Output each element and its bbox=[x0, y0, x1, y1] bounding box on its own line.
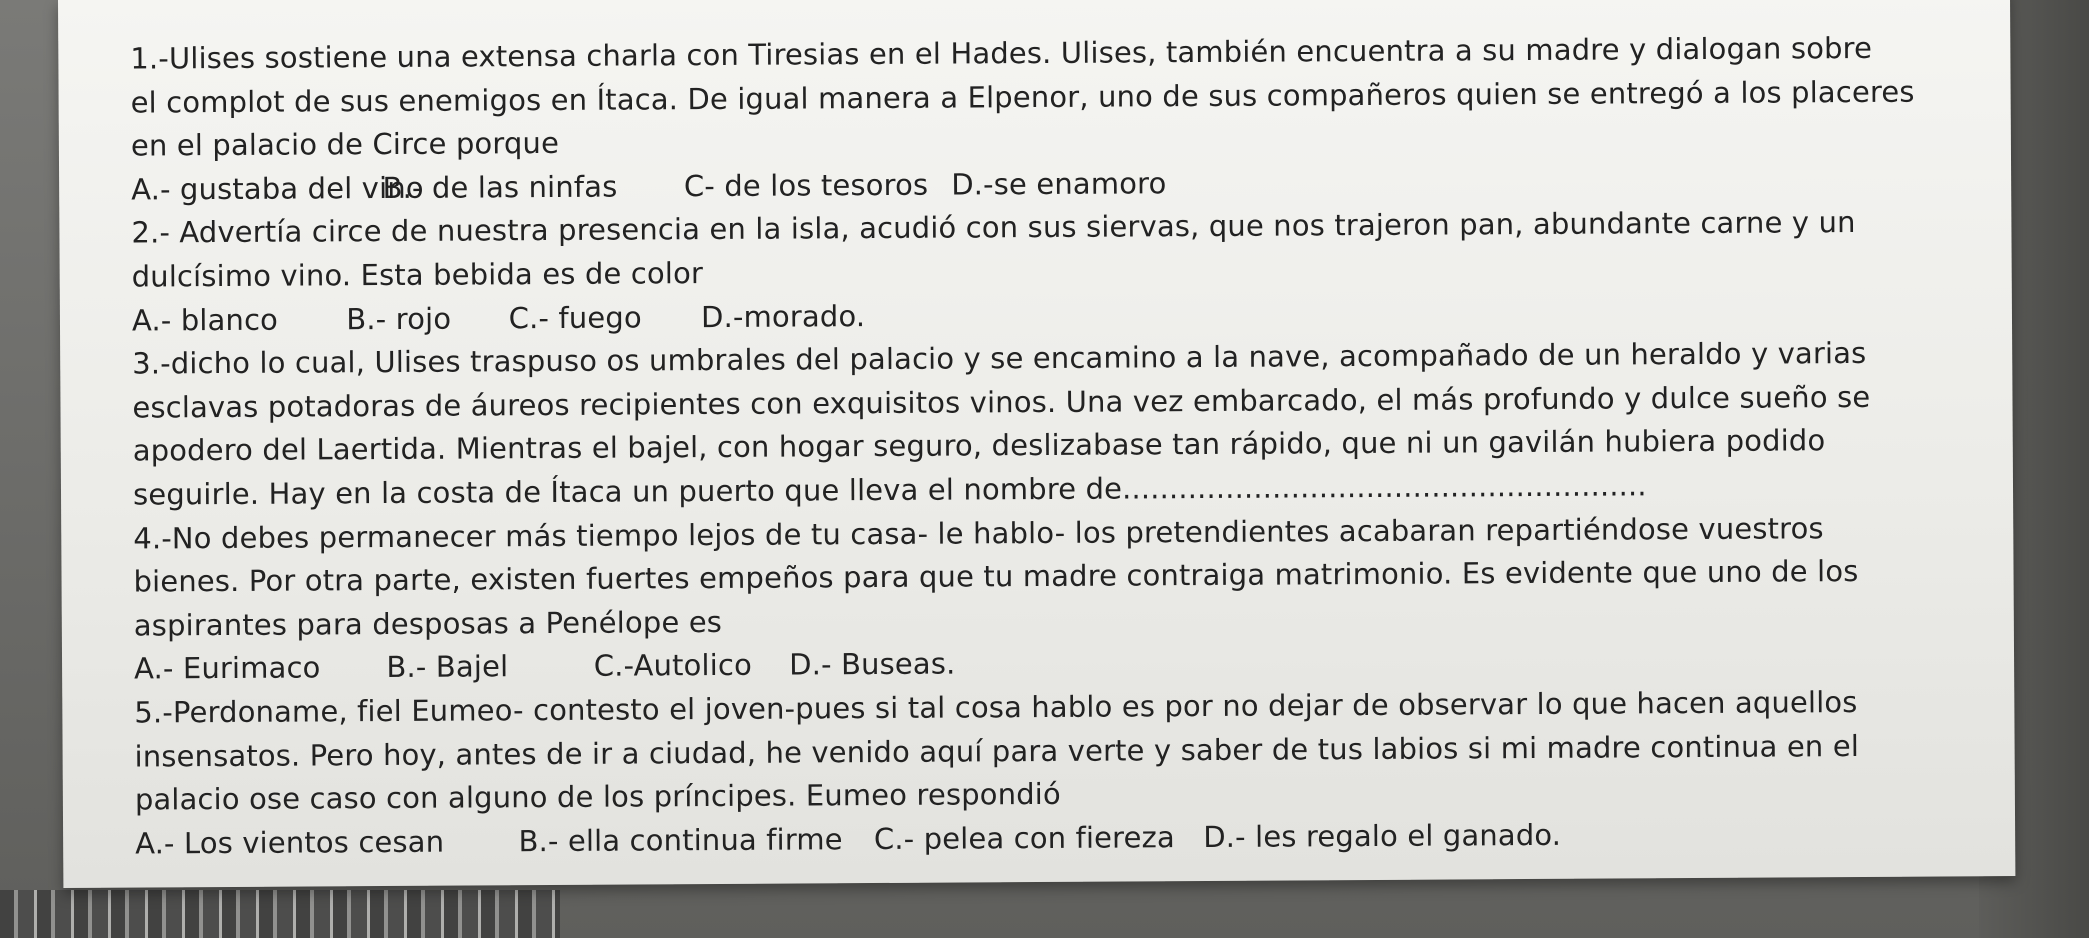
question-1-line-2: el complot de sus enemigos en Ítaca. De igual manera a Elpenor, uno de sus compañeros quien se entregó a los placeres bbox=[130, 74, 1915, 120]
fabric-strip bbox=[0, 890, 560, 938]
paper-sheet bbox=[58, 0, 2015, 888]
question-1-option-d: D.-se enamoro bbox=[951, 166, 1167, 202]
question-2-option-d: D.-morado. bbox=[700, 298, 866, 334]
question-4-option-b: B.- Bajel bbox=[386, 649, 509, 685]
question-1-line-1: 1.-Ulises sostiene una extensa charla con Tiresias en el Hades. Ulises, también encuentra a su madre y dialogan sobre bbox=[130, 30, 1873, 76]
question-4-option-a: A.- Eurimaco bbox=[133, 650, 321, 686]
question-5 bbox=[134, 681, 1925, 866]
worksheet-text bbox=[130, 27, 1925, 866]
question-5-line-3: palacio ose caso con alguno de los príncipes. Eumeo respondió bbox=[134, 776, 1061, 817]
question-2-option-b: B.- rojo bbox=[346, 301, 452, 336]
question-4 bbox=[133, 506, 1924, 691]
question-5-option-c: C.- pelea con fiereza bbox=[873, 819, 1175, 856]
question-3-line-2: esclavas potadoras de áureos recipientes con exquisitos vinos. Una vez embarcado, el más profundo y dulce sueño se bbox=[132, 379, 1871, 425]
question-3-line-3: apodero del Laertida. Mientras el bajel, con hogar seguro, deslizabase tan rápido, que ni un gavilán hubiera podido bbox=[132, 423, 1826, 468]
question-3-line-4: seguirle. Hay en la costa de Ítaca un puerto que lleva el nombre de........................................................ bbox=[132, 468, 1647, 512]
question-1-line-3: en el palacio de Circe porque bbox=[130, 126, 560, 163]
question-4-line-3: aspirantes para desposas a Penélope es bbox=[133, 604, 723, 643]
question-2-option-c: C.- fuego bbox=[508, 300, 642, 335]
question-4-line-2: bienes. Por otra parte, existen fuertes empeños para que tu madre contraiga matrimonio. Es evidente que uno de los bbox=[133, 554, 1859, 599]
question-5-option-a: A.- Los vientos cesan bbox=[135, 824, 445, 861]
question-4-line-1: 4.-No debes permanecer más tiempo lejos de tu casa- le hablo- los pretendientes acabaran repartiéndose vuestros bbox=[133, 510, 1824, 556]
question-5-line-2: insensatos. Pero hoy, antes de ir a ciudad, he venido aquí para verte y saber de tus labios si mi madre continua en el bbox=[134, 728, 1860, 774]
question-1 bbox=[130, 27, 1921, 212]
question-2-line-1: 2.- Advertía circe de nuestra presencia en la isla, acudió con sus siervas, que nos trajeron pan, abundante carne y un bbox=[131, 205, 1856, 250]
question-1-option-b: B.- de las ninfas bbox=[382, 169, 618, 205]
question-4-option-d: D.- Buseas. bbox=[789, 646, 956, 682]
question-5-option-b: B.- ella continua firme bbox=[518, 821, 843, 858]
question-2-option-a: A.- blanco bbox=[131, 302, 279, 338]
question-2-line-2: dulcísimo vino. Esta bebida es de color bbox=[131, 256, 704, 294]
question-5-line-1: 5.-Perdoname, fiel Eumeo- contesto el joven-pues si tal cosa hablo es por no dejar de observar lo que hacen aquellos bbox=[134, 684, 1858, 730]
question-1-option-a: A.- gustaba del vino bbox=[131, 170, 424, 207]
question-2 bbox=[131, 201, 1922, 343]
question-3-line-1: 3.-dicho lo cual, Ulises traspuso os umbrales del palacio y se encamino a la nave, acompañado de un heraldo y varias bbox=[132, 336, 1867, 381]
question-5-option-d: D.- les regalo el ganado. bbox=[1203, 817, 1562, 854]
question-3 bbox=[132, 332, 1923, 517]
question-4-option-c: C.-Autolico bbox=[593, 648, 753, 684]
question-1-option-c: C- de los tesoros bbox=[683, 167, 929, 203]
